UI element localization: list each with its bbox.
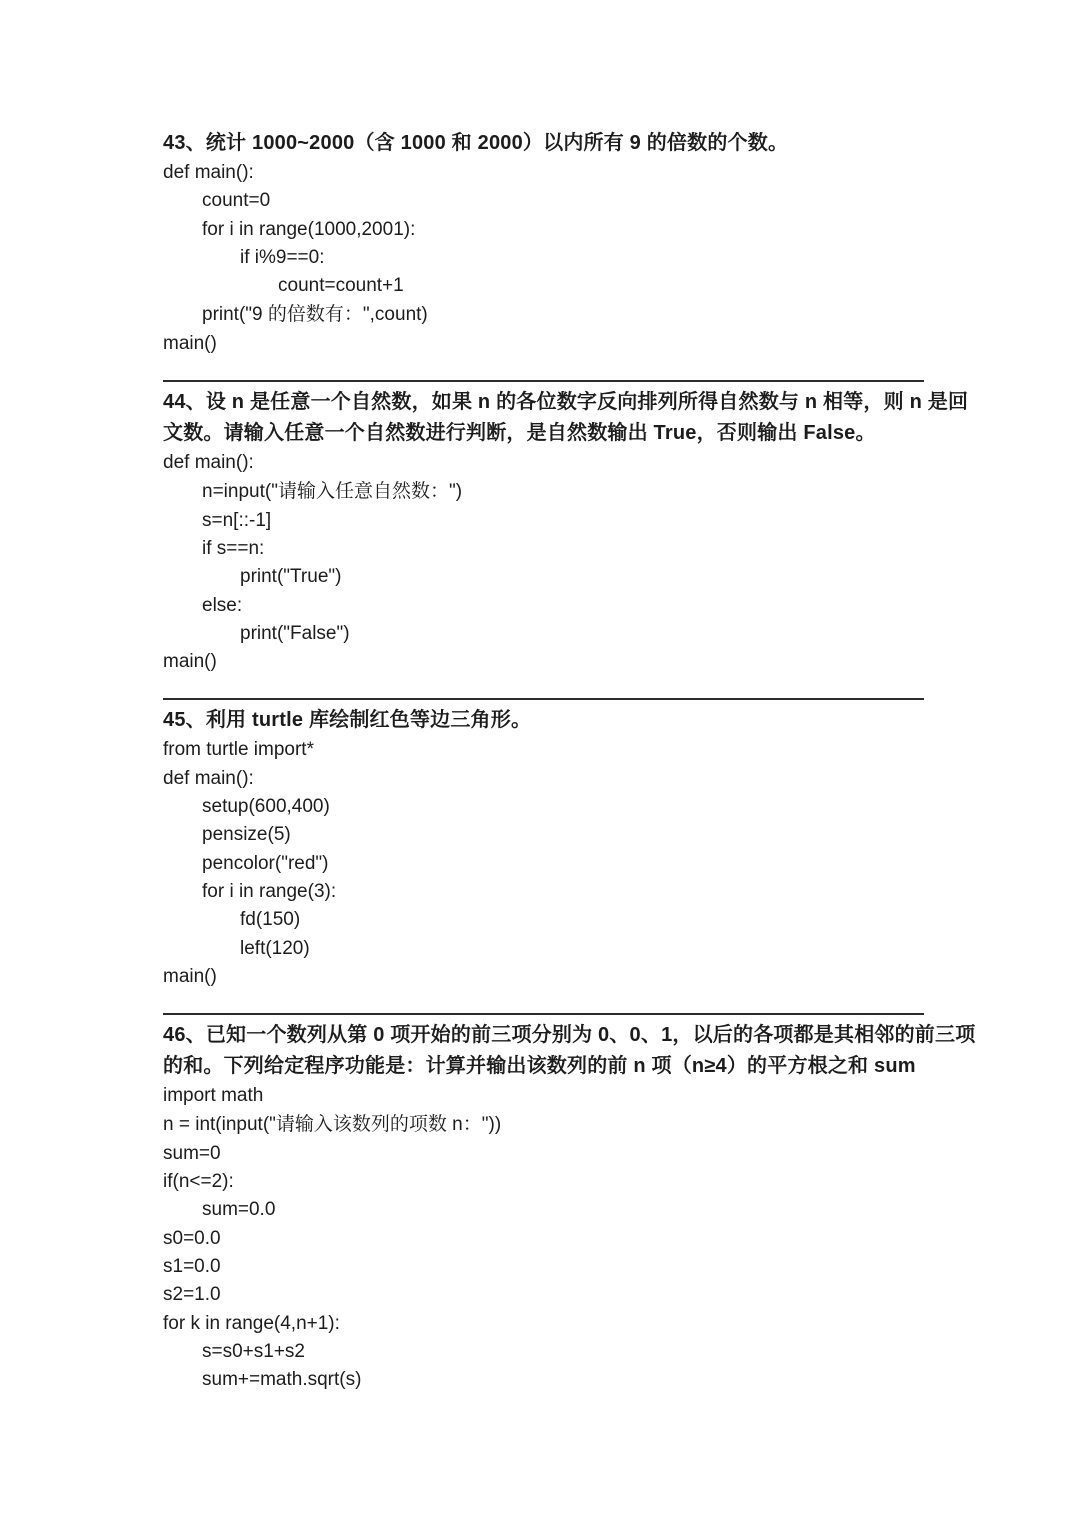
code-block [163,736,924,991]
code-line: for k in range(4,n+1): [163,1312,340,1334]
code-line: print("9 的倍数有：",count) [202,303,428,326]
code-line: n = int(input("请输入该数列的项数 n：")) [163,1113,502,1136]
code-line: sum=0 [163,1142,221,1164]
code-chinese-string: 请输入任意自然数： [277,480,449,503]
exercise-section-43 [163,128,924,358]
code-line: print("True") [240,566,342,588]
code-line: if i%9==0: [240,246,325,268]
question-title-line: 45、利用 turtle 库绘制红色等边三角形。 [163,709,532,732]
question-title [163,387,969,449]
code-line: def main(): [163,162,254,183]
code-line: count=0 [202,190,271,212]
code-line: main() [163,651,217,673]
code-line: s2=1.0 [163,1284,221,1306]
code-line: else: [202,594,243,616]
code-line: def main(): [163,767,254,789]
code-line: s1=0.0 [163,1255,221,1277]
code-chinese-string: 的倍数有： [267,303,363,326]
code-line: sum+=math.sqrt(s) [202,1369,362,1391]
question-title-line: 文数。请输入任意一个自然数进行判断，是自然数输出 True，否则输出 False。 [163,422,876,445]
code-line: pencolor("red") [202,852,329,874]
question-title [163,705,924,736]
code-line: left(120) [240,937,310,959]
question-title-line: 的和。下列给定程序功能是：计算并输出该数列的前 n 项（n≥4）的平方根之和 sum [163,1055,916,1078]
code-line: pensize(5) [202,824,291,846]
code-line: s0=0.0 [163,1227,221,1249]
exercise-section-46 [163,1013,976,1394]
code-line: n=input("请输入任意自然数：") [202,480,463,503]
exercise-section-44 [163,380,969,676]
code-chinese-string: ： [462,1113,482,1136]
code-line: s=n[::-1] [202,509,272,531]
code-line: main() [163,965,217,987]
code-block [163,1082,924,1394]
question-title [163,1020,976,1082]
code-line: s=s0+s1+s2 [202,1340,305,1362]
code-line: for i in range(1000,2001): [202,218,416,240]
code-line: if s==n: [202,537,265,559]
question-title-line: 44、设 n 是任意一个自然数，如果 n 的各位数字反向排列所得自然数与 n 相等，则 n 是回 [163,391,969,414]
code-line: def main(): [163,452,254,474]
code-line: main() [163,332,217,354]
code-line: if(n<=2): [163,1171,234,1193]
question-title [163,128,924,159]
code-line: print("False") [240,622,350,644]
code-line: from turtle import* [163,739,314,761]
code-line: sum=0.0 [202,1199,276,1221]
code-line: setup(600,400) [202,796,330,818]
question-title-line: 43、统计 1000~2000（含 1000 和 2000）以内所有 9 的倍数的个数。 [163,132,789,154]
code-line: count=count+1 [278,275,404,297]
code-line: for i in range(3): [202,880,337,902]
question-title-line: 46、已知一个数列从第 0 项开始的前三项分别为 0、0、1，以后的各项都是其相邻的前三项 [163,1024,976,1047]
exercise-section-45 [163,698,924,991]
code-line: import math [163,1085,264,1107]
code-chinese-string: 请输入该数列的项数 [275,1113,447,1136]
code-line: fd(150) [240,909,301,931]
code-block [163,159,924,358]
code-block [163,449,924,676]
